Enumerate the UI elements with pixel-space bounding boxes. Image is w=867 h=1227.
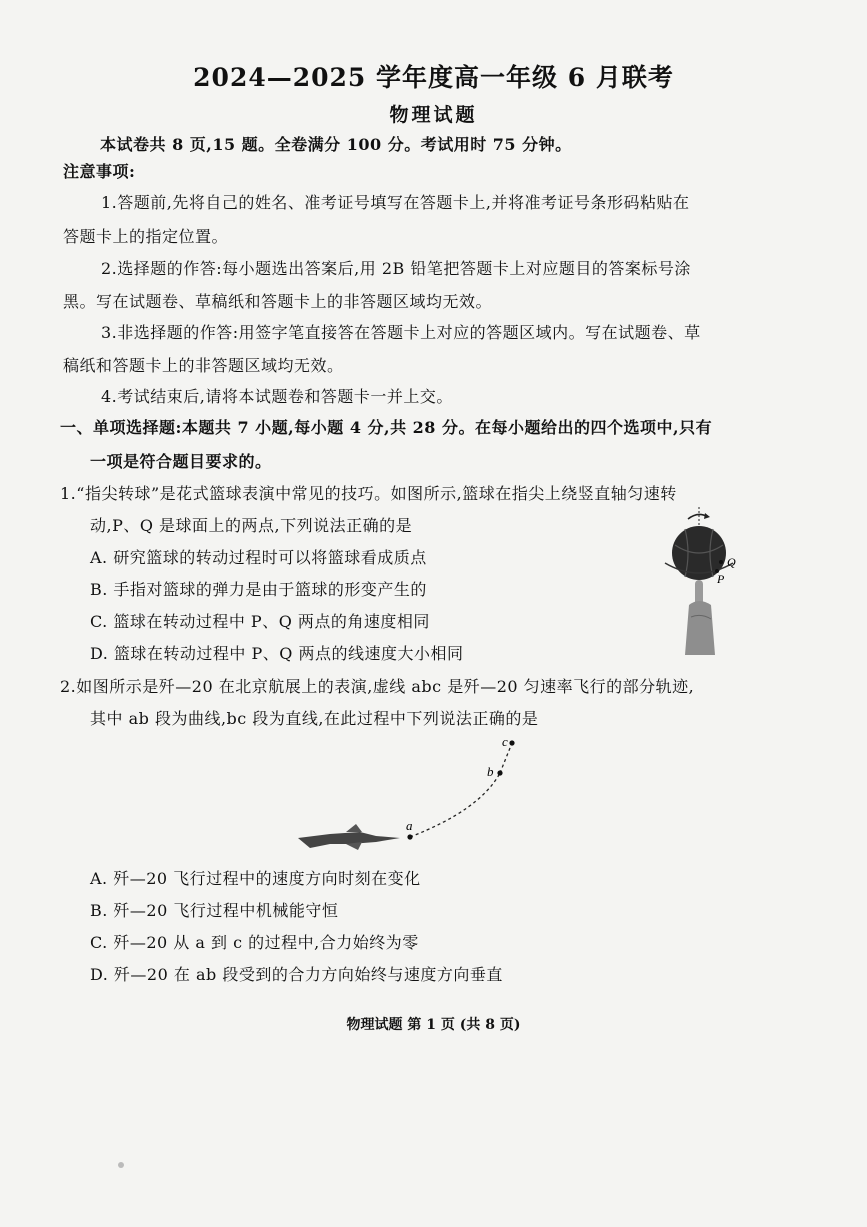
- point-a-label: a: [406, 818, 413, 833]
- exam-intro: 本试卷共 8 页,15 题。全卷满分 100 分。考试用时 75 分钟。: [100, 135, 572, 154]
- q1-option-c: C. 篮球在转动过程中 P、Q 两点的角速度相同: [90, 612, 430, 631]
- q2-option-b: B. 歼—20 飞行过程中机械能守恒: [90, 901, 339, 920]
- notice-line: 3.非选择题的作答:用签字笔直接答在答题卡上对应的答题区域内。写在试题卷、草: [101, 323, 701, 342]
- notice-line: 1.答题前,先将自己的姓名、准考证号填写在答题卡上,并将准考证号条形码粘贴在: [101, 193, 690, 212]
- scan-speck: [118, 1162, 124, 1168]
- notice-line: 答题卡上的指定位置。: [63, 227, 229, 246]
- q1-stem: 1.“指尖转球”是花式篮球表演中常见的技巧。如图所示,篮球在指尖上绕竖直轴匀速转: [60, 484, 677, 503]
- q1-option-b: B. 手指对篮球的弹力是由于篮球的形变产生的: [90, 580, 427, 599]
- spinning-basketball-figure: [655, 505, 745, 665]
- section-heading-cont: 一项是符合题目要求的。: [90, 452, 272, 471]
- notice-line: 2.选择题的作答:每小题选出答案后,用 2B 铅笔把答题卡上对应题目的答案标号涂: [101, 259, 691, 278]
- point-p-label: P: [717, 572, 725, 586]
- notice-line: 4.考试结束后,请将本试题卷和答题卡一并上交。: [101, 387, 453, 406]
- q2-option-d: D. 歼—20 在 ab 段受到的合力方向始终与速度方向垂直: [90, 965, 503, 984]
- flight-path-figure: [290, 730, 530, 860]
- q1-stem-cont: 动,P、Q 是球面上的两点,下列说法正确的是: [90, 516, 413, 535]
- point-c-label: c: [502, 734, 508, 749]
- jet-icon: [298, 832, 400, 848]
- q2-stem: 2.如图所示是歼—20 在北京航展上的表演,虚线 abc 是歼—20 匀速率飞行的部分轨迹,: [60, 677, 695, 696]
- notice-heading: 注意事项:: [63, 162, 136, 181]
- q1-option-a: A. 研究篮球的转动过程时可以将篮球看成质点: [90, 548, 427, 567]
- section-heading: 一、单项选择题:本题共 7 小题,每小题 4 分,共 28 分。在每小题给出的四个选项中,只有: [60, 418, 713, 437]
- notice-line: 稿纸和答题卡上的非答题区域均无效。: [63, 356, 344, 375]
- q2-option-c: C. 歼—20 从 a 到 c 的过程中,合力始终为零: [90, 933, 419, 952]
- notice-line: 黑。写在试题卷、草稿纸和答题卡上的非答题区域均无效。: [63, 292, 493, 311]
- q1-option-d: D. 篮球在转动过程中 P、Q 两点的线速度大小相同: [90, 644, 464, 663]
- page-title: 2024—2025 学年度高一年级 6 月联考: [193, 63, 674, 92]
- point-q-label: Q: [727, 555, 736, 569]
- q2-stem-cont: 其中 ab 段为曲线,bc 段为直线,在此过程中下列说法正确的是: [90, 709, 539, 728]
- page-footer: 物理试题 第 1 页 (共 8 页): [346, 1017, 521, 1033]
- q2-option-a: A. 歼—20 飞行过程中的速度方向时刻在变化: [90, 869, 421, 888]
- point-b-label: b: [487, 764, 494, 779]
- page-subtitle: 物理试题: [389, 104, 478, 126]
